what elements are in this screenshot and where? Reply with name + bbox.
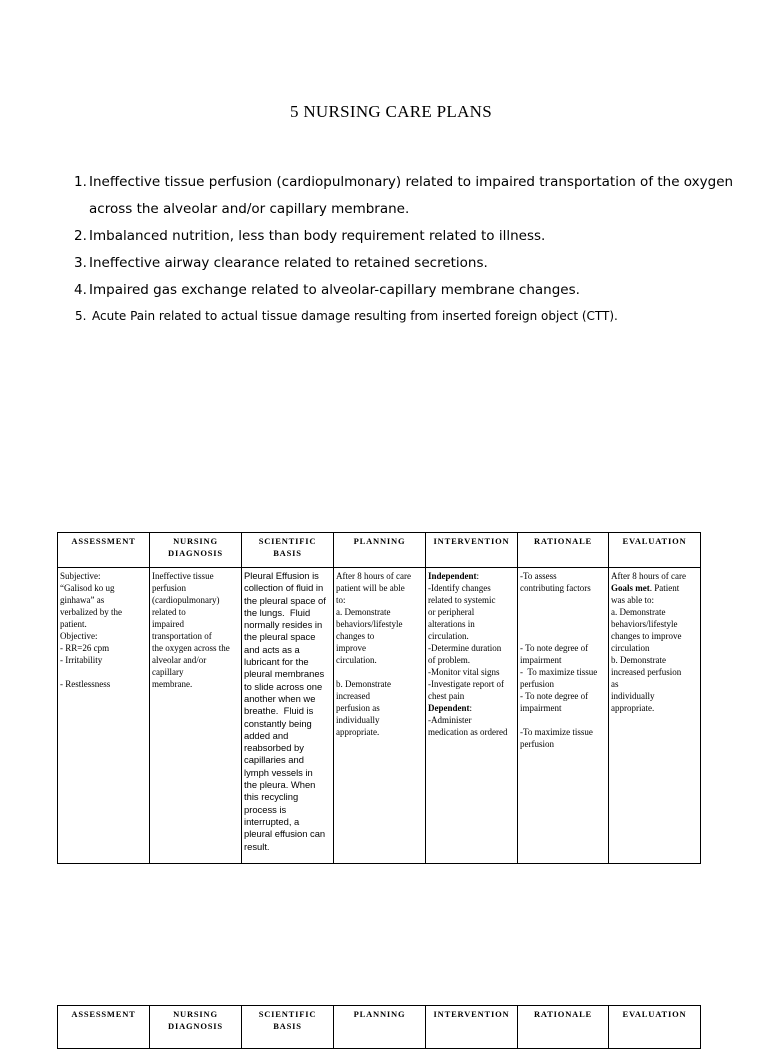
cell-text-line: individually bbox=[336, 715, 380, 725]
cell-text-line: changes to improve bbox=[611, 631, 682, 641]
diagnosis-text: Imbalanced nutrition, less than body requirement related to illness. bbox=[89, 228, 546, 244]
cell-text-line: collection of fluid in bbox=[244, 582, 324, 594]
header-text: SCIENTIFIC bbox=[258, 1009, 317, 1019]
cell-text-line: verbalized by the bbox=[60, 607, 122, 617]
cell-text-line bbox=[336, 666, 423, 678]
cell-text-line: - Irritability bbox=[60, 655, 103, 665]
cell-text-line: -To maximize tissue bbox=[520, 727, 593, 737]
cell-text-line: a. Demonstrate bbox=[336, 607, 391, 617]
column-header bbox=[242, 533, 334, 568]
care-plan-table-2 bbox=[57, 1005, 701, 1049]
column-header bbox=[58, 533, 150, 568]
cell-text-line: was able to: bbox=[611, 595, 654, 605]
list-number: 1. bbox=[74, 174, 87, 190]
planning-cell bbox=[334, 568, 426, 864]
cell-text-line: perfusion bbox=[152, 583, 186, 593]
cell-text-line: reabsorbed by bbox=[244, 742, 304, 754]
cell-text-line: to: bbox=[336, 595, 346, 605]
header-text: DIAGNOSIS bbox=[168, 1021, 223, 1031]
cell-text-line: the oxygen across the bbox=[152, 643, 230, 653]
rationale-cell bbox=[518, 568, 609, 864]
column-header bbox=[334, 1006, 426, 1049]
cell-text-line bbox=[520, 618, 606, 630]
assessment-cell bbox=[58, 568, 150, 864]
cell-text-line: - To note degree of bbox=[520, 691, 589, 701]
header-text: PLANNING bbox=[353, 1009, 406, 1019]
diagnosis-item bbox=[75, 307, 618, 325]
header-text: ASSESSMENT bbox=[71, 1009, 136, 1019]
cell-text-line: related to systemic bbox=[428, 595, 496, 605]
column-header bbox=[242, 1006, 334, 1049]
cell-text-line: - To note degree of bbox=[520, 643, 589, 653]
cell-text-line: impairment bbox=[520, 655, 562, 665]
cell-text-line: changes to bbox=[336, 631, 375, 641]
diagnosis-item bbox=[74, 254, 488, 272]
diagnosis-item bbox=[74, 227, 545, 245]
cell-text-line: After 8 hours of care bbox=[336, 571, 411, 581]
cell-text-line: behaviors/lifestyle bbox=[611, 619, 678, 629]
cell-text-line: to slide across one bbox=[244, 680, 323, 692]
list-number: 4. bbox=[74, 282, 87, 298]
cell-text-line: transportation of bbox=[152, 631, 212, 641]
evaluation-cell bbox=[609, 568, 701, 864]
cell-text-line: improve bbox=[336, 643, 366, 653]
diagnosis-text: Ineffective airway clearance related to retained secretions. bbox=[89, 255, 488, 271]
cell-text-line: as bbox=[611, 679, 619, 689]
cell-text-line: breathe. Fluid is bbox=[244, 705, 314, 717]
column-header bbox=[58, 1006, 150, 1049]
cell-text-line: impairment bbox=[520, 703, 562, 713]
column-header bbox=[518, 1006, 609, 1049]
cell-text-line: Ineffective tissue bbox=[152, 571, 214, 581]
cell-text-line: Goals met. Patient bbox=[611, 583, 680, 593]
diagnosis-text: Impaired gas exchange related to alveolar-capillary membrane changes. bbox=[89, 282, 580, 298]
diagnosis-text: across the alveolar and/or capillary membrane. bbox=[89, 201, 410, 217]
table-header-row bbox=[58, 1006, 701, 1049]
cell-text-line: Dependent: bbox=[428, 703, 473, 713]
list-number: 2. bbox=[74, 228, 87, 244]
cell-text-line: capillaries and bbox=[244, 754, 304, 766]
scientific-basis-cell bbox=[242, 568, 334, 864]
cell-text-line: perfusion bbox=[520, 739, 554, 749]
cell-text-line: process is bbox=[244, 803, 287, 815]
cell-text-line: pleural effusion can bbox=[244, 828, 326, 840]
table-row bbox=[58, 568, 701, 864]
page-title: 5 NURSING CARE PLANS bbox=[290, 102, 492, 121]
column-header bbox=[150, 1006, 242, 1049]
cell-text-line: medication as ordered bbox=[428, 727, 508, 737]
list-number: 3. bbox=[74, 255, 87, 271]
cell-text-line: -Investigate report of bbox=[428, 679, 504, 689]
header-text: RATIONALE bbox=[533, 1009, 593, 1019]
cell-text-line: Subjective: bbox=[60, 571, 101, 581]
cell-text-line bbox=[520, 594, 606, 606]
cell-text-line: capillary bbox=[152, 667, 184, 677]
cell-text-line: a. Demonstrate bbox=[611, 607, 666, 617]
cell-text-line: this recycling bbox=[244, 791, 299, 803]
cell-text-line: Pleural Effusion is bbox=[244, 570, 319, 581]
cell-text-line: the pleural space of bbox=[244, 594, 326, 606]
cell-text-line: membrane. bbox=[152, 679, 193, 689]
cell-text-line: After 8 hours of care bbox=[611, 571, 686, 581]
column-header bbox=[609, 1006, 701, 1049]
cell-text-line: patient. bbox=[60, 619, 87, 629]
cell-text-line: circulation. bbox=[336, 655, 377, 665]
cell-text-line: lymph vessels in bbox=[244, 766, 313, 778]
cell-text-line: (cardiopulmonary) bbox=[152, 595, 220, 605]
cell-text-line: patient will be able bbox=[336, 583, 405, 593]
cell-text-line bbox=[520, 630, 606, 642]
header-text: INTERVENTION bbox=[433, 1009, 510, 1019]
header-text: NURSING bbox=[173, 1009, 218, 1019]
cell-text-line: added and bbox=[244, 729, 289, 741]
cell-text-line bbox=[60, 666, 147, 678]
header-text: EVALUATION bbox=[622, 1009, 687, 1019]
diagnosis-item bbox=[74, 173, 733, 191]
column-header bbox=[150, 533, 242, 568]
cell-text-line: related to bbox=[152, 607, 186, 617]
cell-text-line: increased bbox=[336, 691, 370, 701]
cell-text-line: and acts as a bbox=[244, 643, 300, 655]
cell-text-line bbox=[520, 714, 606, 726]
cell-text-line: behaviors/lifestyle bbox=[336, 619, 403, 629]
cell-text-line: - RR=26 cpm bbox=[60, 643, 110, 653]
cell-text-line: the pleural space bbox=[244, 631, 316, 643]
header-text: DIAGNOSIS bbox=[168, 548, 223, 558]
cell-text-line: normally resides in bbox=[244, 619, 323, 631]
header-text: SCIENTIFIC bbox=[258, 536, 317, 546]
cell-text-line: perfusion as bbox=[336, 703, 380, 713]
cell-text-line: increased perfusion bbox=[611, 667, 682, 677]
cell-text-line: pleural membranes bbox=[244, 668, 325, 680]
column-header bbox=[426, 533, 518, 568]
cell-text-line: of problem. bbox=[428, 655, 470, 665]
diagnosis-item bbox=[89, 200, 409, 218]
cell-text-line: alveolar and/or bbox=[152, 655, 207, 665]
cell-text-line: Independent: bbox=[428, 571, 480, 581]
cell-text-line: perfusion bbox=[520, 679, 554, 689]
header-text: ASSESSMENT bbox=[71, 536, 136, 546]
cell-text-line: lubricant for the bbox=[244, 656, 309, 668]
header-text: BASIS bbox=[273, 1021, 302, 1031]
cell-text-line: contributing factors bbox=[520, 583, 591, 593]
cell-text-line: -Determine duration bbox=[428, 643, 502, 653]
cell-text-line: circulation. bbox=[428, 631, 469, 641]
cell-text-line: ginhawa” as bbox=[60, 595, 105, 605]
intervention-cell bbox=[426, 568, 518, 864]
cell-text-line: circulation bbox=[611, 643, 650, 653]
list-number: 5. bbox=[75, 309, 87, 323]
cell-text-line: appropriate. bbox=[336, 727, 380, 737]
cell-text-line: impaired bbox=[152, 619, 184, 629]
cell-text-line: chest pain bbox=[428, 691, 465, 701]
cell-text-line: interrupted, a bbox=[244, 815, 300, 827]
column-header bbox=[426, 1006, 518, 1049]
table-header-row bbox=[58, 533, 701, 568]
cell-text-line: appropriate. bbox=[611, 703, 655, 713]
cell-text-line: -Monitor vital signs bbox=[428, 667, 500, 677]
cell-text-line: b. Demonstrate bbox=[611, 655, 666, 665]
header-text: RATIONALE bbox=[533, 536, 593, 546]
header-text: NURSING bbox=[173, 536, 218, 546]
cell-text-line: -Administer bbox=[428, 715, 472, 725]
column-header bbox=[334, 533, 426, 568]
diagnosis-text: Acute Pain related to actual tissue damage resulting from inserted foreign object (CTT). bbox=[92, 309, 618, 323]
cell-text-line: the pleura. When bbox=[244, 779, 316, 791]
care-plan-table-1 bbox=[57, 532, 701, 864]
cell-text-line: another when we bbox=[244, 692, 316, 704]
diagnosis-text: Ineffective tissue perfusion (cardiopulmonary) related to impaired transportation of the oxygen bbox=[89, 174, 734, 190]
cell-text-line: individually bbox=[611, 691, 655, 701]
nursing-diagnosis-cell bbox=[150, 568, 242, 864]
cell-text-line: alterations in bbox=[428, 619, 475, 629]
column-header bbox=[518, 533, 609, 568]
diagnosis-item bbox=[74, 281, 580, 299]
header-text: INTERVENTION bbox=[433, 536, 510, 546]
cell-text-line: - To maximize tissue bbox=[520, 667, 598, 677]
cell-text-line: -To assess bbox=[520, 571, 557, 581]
cell-text-line: b. Demonstrate bbox=[336, 679, 391, 689]
cell-text-line: the lungs. Fluid bbox=[244, 606, 311, 618]
cell-text-line bbox=[520, 606, 606, 618]
cell-text-line: or peripheral bbox=[428, 607, 475, 617]
cell-text-line: result. bbox=[244, 840, 270, 852]
header-text: PLANNING bbox=[353, 536, 406, 546]
cell-text-line: - Restlessness bbox=[60, 679, 111, 689]
cell-text-line: -Identify changes bbox=[428, 583, 491, 593]
cell-text-line: constantly being bbox=[244, 717, 312, 729]
cell-text-line: “Galisod ko ug bbox=[60, 583, 115, 593]
cell-text-line: Objective: bbox=[60, 631, 98, 641]
header-text: BASIS bbox=[273, 548, 302, 558]
column-header bbox=[609, 533, 701, 568]
header-text: EVALUATION bbox=[622, 536, 687, 546]
